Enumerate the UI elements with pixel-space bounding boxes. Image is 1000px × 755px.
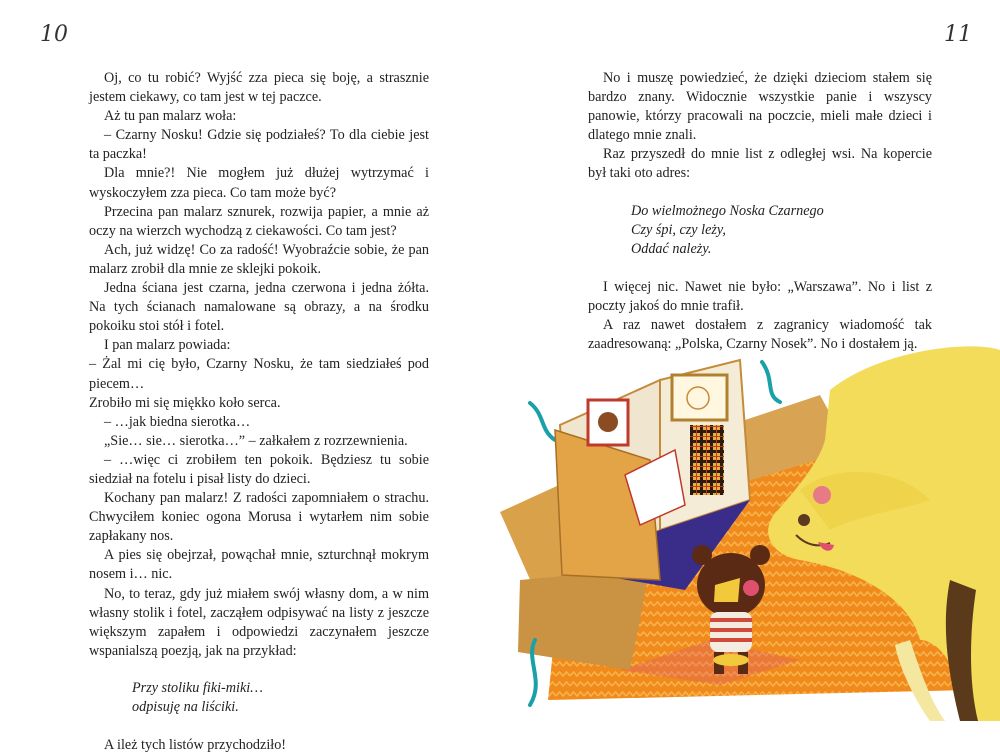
poem-line: Do wielmożnego Noska Czarnego xyxy=(631,202,824,219)
poem-line: Przy stoliku fiki-miki… xyxy=(132,679,263,696)
right-page xyxy=(500,0,1000,721)
paragraph: „Sie… sie… sierotka…” – załkałem z rozrzewnienia. xyxy=(104,432,408,449)
paragraph: – Czarny Nosku! Gdzie się podziałeś? To dla ciebie jest ta paczka! xyxy=(89,127,429,163)
paragraph: I więcej nic. Nawet nie było: „Warszawa”. No i list z poczty jakoś do mnie trafił. xyxy=(588,278,932,314)
poem-line: odpisuję na liściki. xyxy=(132,699,239,715)
poem xyxy=(631,202,932,259)
paragraph: I pan malarz powiada: xyxy=(104,337,231,354)
illustration xyxy=(500,340,1000,721)
left-page xyxy=(0,0,500,754)
paragraph: Przecina pan malarz sznurek, rozwija papier, a mnie aż oczy na wierzch wychodzą z ciekawości. Co tam jest? xyxy=(89,203,429,239)
poem xyxy=(132,679,429,717)
paragraph: Dla mnie?! Nie mogłem już dłużej wytrzymać i wyskoczyłem zza pieca. Co tam może być? xyxy=(89,165,429,201)
poem-line: Oddać należy. xyxy=(631,240,712,257)
page-number: 11 xyxy=(944,22,972,47)
paragraph: Jedna ściana jest czarna, jedna czerwona i jedna żółta. Na tych ścianach namalowane są obrazy, a na środku pokoiku stoi stół i fotel. xyxy=(89,280,429,335)
paragraph: A pies się obejrzał, powąchał mnie, szturchnął mokrym nosem i… nic. xyxy=(89,547,429,583)
paragraph: – Żal mi cię było, Czarny Nosku, że tam siedziałeś pod piecem… xyxy=(89,356,429,392)
paragraph: Kochany pan malarz! Z radości zapomniałem o strachu. Chwyciłem koniec ogona Morusa i wytarłem nim sobie zapłakany nos. xyxy=(89,490,429,545)
paragraph: A raz nawet dostałem z zagranicy wiadomość tak zaadresowaną: „Polska, Czarny Nosek”. No i dostałem ją. xyxy=(588,317,932,353)
paragraph: – …jak biedna sierotka… xyxy=(104,413,251,430)
paragraph: No i muszę powiedzieć, że dzięki dzieciom stałem się bardzo znany. Widocznie wszystkie panie i wszyscy panowie, którzy pracowali na poczcie, mieli małe dzieci i dlatego mnie znali. xyxy=(588,70,932,144)
paragraph: A ileż tych listów przychodziło! xyxy=(104,737,287,754)
paragraph: – …więc ci zrobiłem ten pokoik. Będziesz tu sobie siedział na fotelu i pisał listy do dzieci. xyxy=(89,451,429,487)
page-number: 10 xyxy=(40,22,68,47)
paragraph: Aż tu pan malarz woła: xyxy=(104,108,237,125)
paragraph: Raz przyszedł do mnie list z odległej wsi. Na kopercie był taki oto adres: xyxy=(588,146,932,182)
poem-line: Czy śpi, czy leży, xyxy=(631,221,726,238)
paragraph: Zrobiło mi się miękko koło serca. xyxy=(89,394,281,411)
paragraph: Oj, co tu robić? Wyjść zza pieca się boję, a strasznie jestem ciekawy, co tam jest w tej paczce. xyxy=(89,70,429,106)
left-body-text xyxy=(89,69,429,755)
paragraph: Ach, już widzę! Co za radość! Wyobraźcie sobie, że pan malarz zrobił dla mnie ze sklejki pokoik. xyxy=(89,241,429,277)
right-body-text xyxy=(588,69,932,354)
paragraph: No, to teraz, gdy już miałem swój własny dom, a w nim własny stolik i fotel, zacząłem odpisywać na listy z jeszcze większym zapałem i odpowiedzi zaczynałem jeszcze wspanialszą poezją, jak na przykład: xyxy=(89,585,429,659)
